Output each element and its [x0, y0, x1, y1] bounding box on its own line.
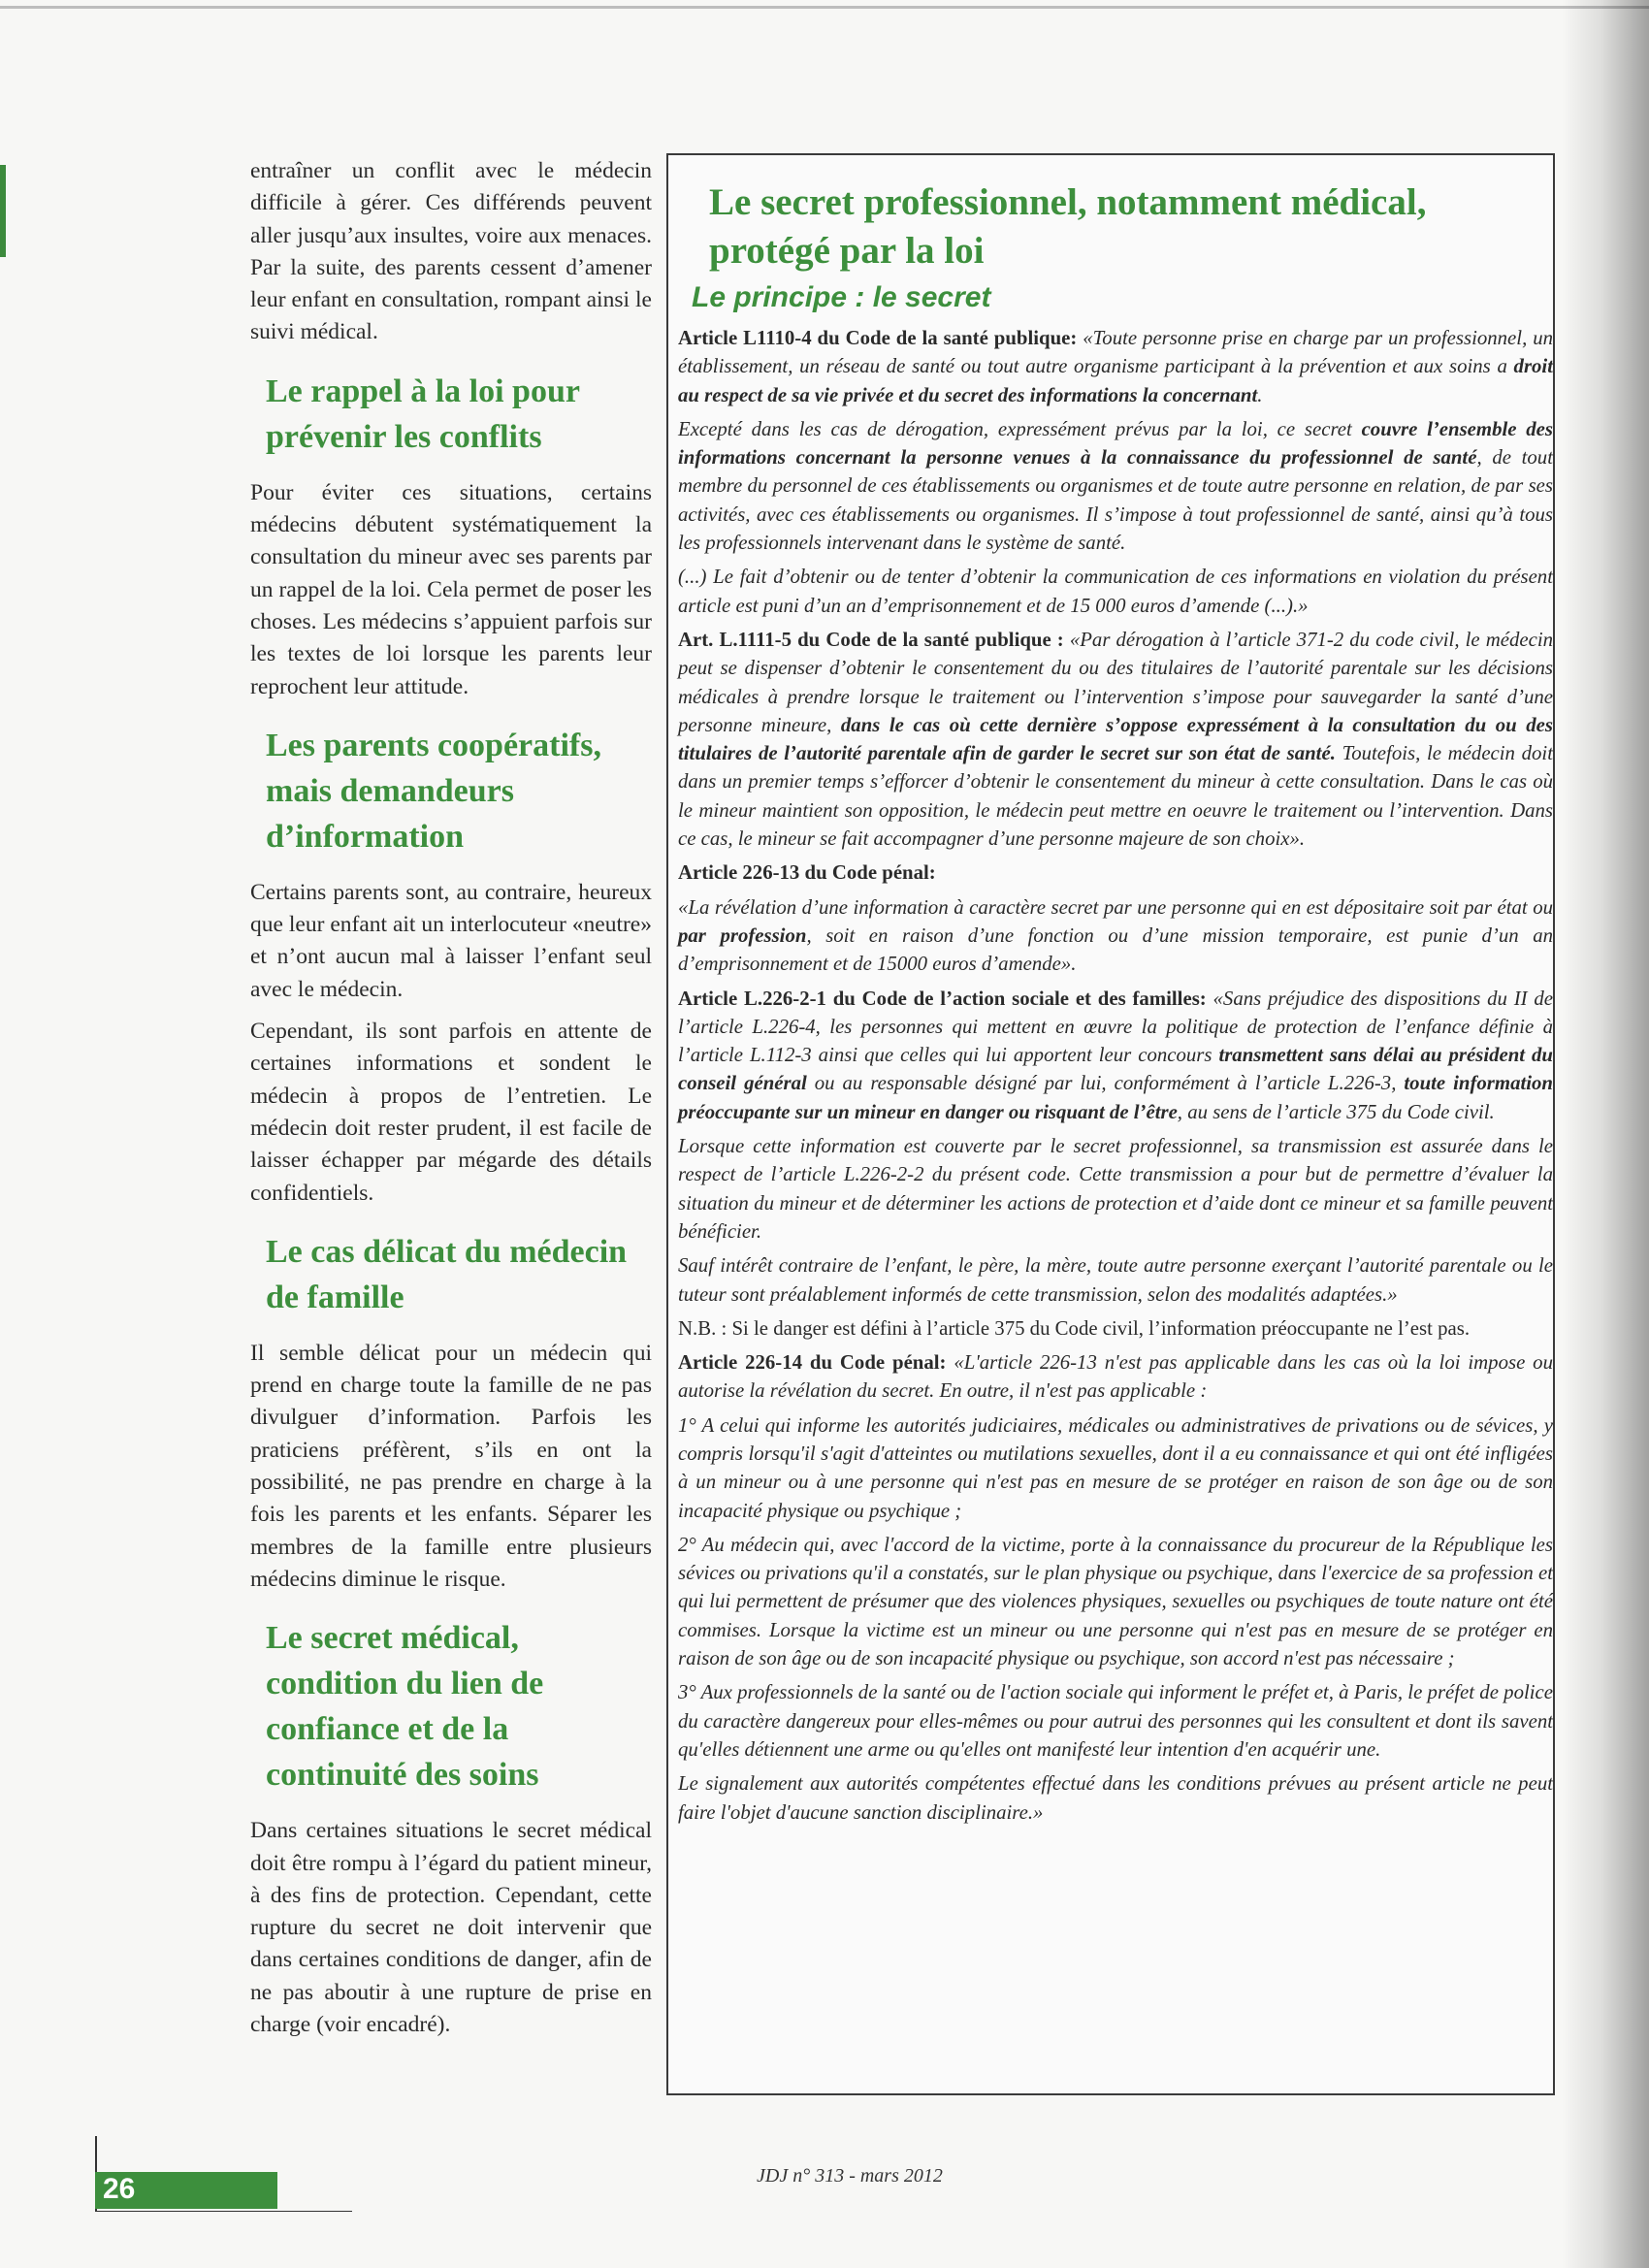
- law-box: [666, 153, 1555, 2095]
- heading-famille: Le cas délicat du médecin de famille: [266, 1233, 628, 1315]
- footer-rule-horizontal: [95, 2211, 352, 2212]
- rappel-paragraph: Pour éviter ces situations, certains médecins débutent systématiquement la consultation du mineur avec ses parents par un rappel de la loi. Cela permet de poser les choses. Les médecins s’appuient parfois sur les textes de loi lorsque les parents leur reprochent leur attitude.: [250, 479, 652, 699]
- box-subtitle: Le principe : le secret: [692, 281, 991, 313]
- heading-parents: Les parents coopératifs, mais demandeurs d’information: [266, 727, 601, 855]
- famille-paragraph: Il semble délicat pour un médecin qui prend en charge toute la famille de ne pas divulguer d’information. Parfois les praticiens préfèrent, s’ils en ont la possibilité, ne pas prendre en charge à la fois les parents et les enfants. Séparer les membres de la famille entre plusieurs médecins diminue le risque.: [250, 1340, 652, 1592]
- article-226-13: «La révélation d’une information à caractère secret par une personne qui en est dépositaire soit par état ou par profession, soit en raison d’une fonction ou d’une mission temporaire, est punie d’un an d’emprisonnement et de 15000 euros d’amende».: [678, 895, 1553, 976]
- article-226-14-item-3: 3° Aux professionnels de la santé ou de l'action sociale qui informent le préfet et, à Paris, le préfet de police du caractère dangereux pour elles-mêmes ou pour autrui des personnes qui les consultent et dont ils savent qu'elles détiennent une arme ou qu'elles ont manifesté leur intention d'en acquérir une.: [678, 1681, 1553, 1761]
- margin-marker: [0, 165, 6, 257]
- issue-footer: JDJ n° 313 - mars 2012: [757, 2165, 943, 2187]
- article-l226-2-1: Article L.226-2-1 du Code de l’action sociale et des familles: «Sans préjudice des dispositions du II de l’article L.226-4, les personnes qui mettent en œuvre la politique de protection de l’enfance définie à l’article L.112-3 ainsi que celles qui lui apportent leur concours transmettent sans délai au président du conseil général ou au responsable désigné par lui, conformément à l’article L.226-3, toute information préoccupante sur un mineur en danger ou risquant de l’être, au sens de l’article 375 du Code civil.: [678, 987, 1554, 1123]
- article-226-14-item-2: 2° Au médecin qui, avec l'accord de la victime, porte à la connaissance du procureur de la République les sévices ou privations qu'il a constatés, sur le plan physique ou psychique, dans l'exercice de sa profession et qui lui permettent de présumer que des violences physiques, sexuelles ou psychiques de toute nature ont été commises. Lorsque la victime est un mineur ou une personne qui n'est pas en mesure de se protéger en raison de son âge ou de son incapacité physique ou psychique, son accord n'est pas nécessaire ;: [678, 1533, 1553, 1670]
- article-l226-2-1-para2: Lorsque cette information est couverte par le secret professionnel, sa transmission est assurée dans le respect de l’article L.226-2-2 du présent code. Cette transmission a pour but de permettre d’évaluer la situation du mineur et de déterminer les actions de protection et d’aide dont ce mineur et sa famille peuvent bénéficier.: [678, 1135, 1553, 1243]
- article-226-14: Article 226-14 du Code pénal: «L'article 226-13 n'est pas applicable dans les cas où la loi impose ou autorise la révélation du secret. En outre, il n'est pas applicable :: [678, 1351, 1553, 1403]
- article-heading: Art. L.1111-5 du Code de la santé publique :: [678, 628, 1064, 651]
- article-226-14-item-1: 1° A celui qui informe les autorités judiciaires, médicales ou administratives de privations ou de sévices, y compris lorsqu'il s'agit d'atteintes ou mutilations sexuelles, dont il a eu connaissance et qui ont été infligées à un mineur ou à une personne qui n'est pas en mesure de se protéger en raison de son âge ou de son incapacité physique ou psychique ;: [678, 1413, 1553, 1522]
- article-heading: Article 226-14 du Code pénal:: [678, 1351, 947, 1375]
- article-heading: Article L1110-4 du Code de la santé publique:: [678, 327, 1078, 349]
- article-l1110-4-para2: Excepté dans les cas de dérogation, expressément prévus par la loi, ce secret couvre l’ensemble des informations concernant la personne venues à la connaissance du professionnel de santé, de tout membre du personnel de ces établissements ou organismes et de toute autre personne en relation, de par ses activités, avec ces établissements ou organismes. Il s’impose à tout professionnel de santé, ainsi qu’à tous les professionnels intervenant dans le système de santé.: [678, 417, 1553, 555]
- left-column: [250, 155, 652, 2051]
- page-number: 26: [103, 2173, 136, 2205]
- article-l226-2-1-para3: Sauf intérêt contraire de l’enfant, le père, la mère, toute autre personne exerçant l’autorité parentale ou le tuteur sont préalablement informés de cette transmission, selon des modalités adaptées.»: [678, 1254, 1553, 1306]
- page-top-edge: [0, 6, 1649, 9]
- intro-paragraph: entraîner un conflit avec le médecin difficile à gérer. Ces différends peuvent aller jusqu’aux insultes, voire aux menaces. Par la suite, des parents cessent d’amener leur enfant en consultation, rompant ainsi le suivi médical.: [250, 158, 652, 345]
- parents-paragraph-2: Cependant, ils sont parfois en attente de certaines informations et sondent le médecin à propos de l’entretien. Le médecin doit rester prudent, il est facile de laisser échapper par mégarde des détails confidentiels.: [250, 1019, 652, 1206]
- parents-paragraph-1: Certains parents sont, au contraire, heureux que leur enfant ait un interlocuteur «neutre» et n’ont aucun mal à laisser l’enfant seul avec le médecin.: [250, 879, 652, 1002]
- secret-paragraph: Dans certaines situations le secret médical doit être rompu à l’égard du patient mineur, à des fins de protection. Cependant, cette rupture du secret ne doit intervenir que dans certaines conditions de danger, afin de ne pas aboutir à une rupture de prise en charge (voir encadré).: [250, 1818, 652, 2037]
- article-heading: Article L.226-2-1 du Code de l’action sociale et des familles:: [678, 987, 1207, 1010]
- article-l1110-4: Article L1110-4 du Code de la santé publique: «Toute personne prise en charge par un professionnel, un établissement, un réseau de santé ou tout autre organisme participant à la prévention et aux soins a droit au respect de sa vie privée et du secret des informations la concernant.: [678, 327, 1553, 406]
- nota-bene: N.B. : Si le danger est défini à l’article 375 du Code civil, l’information préoccupante ne l’est pas.: [678, 1316, 1471, 1340]
- article-l1111-5: Art. L.1111-5 du Code de la santé publique : «Par dérogation à l’article 371-2 du code civil, le médecin peut se dispenser d’obtenir le consentement du ou des titulaires de l’autorité parentale sur les décisions médicales à prendre lorsque le traitement ou l’intervention s’impose pour sauvegarder la santé d’une personne mineure, dans le cas où cette dernière s’oppose expressément à la consultation du ou des titulaires de l’autorité parentale afin de garder le secret sur son état de santé. Toutefois, le médecin doit dans un premier temps s’efforcer d’obtenir le consentement du mineur à cette consultation. Dans le cas où le mineur maintient son opposition, le médecin peut mettre en oeuvre le traitement ou l’intervention. Dans ce cas, le mineur se fait accompagner d’une personne majeure de son choix».: [678, 628, 1553, 851]
- article-226-14-final: Le signalement aux autorités compétentes effectué dans les conditions prévues au présent article ne peut faire l'objet d'aucune sanction disciplinaire.»: [678, 1772, 1553, 1824]
- article-l1110-4-para3: (...) Le fait d’obtenir ou de tenter d’obtenir la communication de ces informations en violation du présent article est puni d’un an d’emprisonnement et de 15 000 euros d’amende (...).»: [678, 566, 1553, 617]
- page-curl-shadow: [1562, 0, 1649, 2268]
- heading-rappel: Le rappel à la loi pour prévenir les conflits: [266, 373, 580, 455]
- heading-secret: Le secret médical, condition du lien de confiance et de la continuité des soins: [266, 1620, 544, 1794]
- box-title: Le secret professionnel, notamment médical, protégé par la loi: [709, 181, 1427, 272]
- article-226-13-heading: Article 226-13 du Code pénal:: [678, 861, 936, 885]
